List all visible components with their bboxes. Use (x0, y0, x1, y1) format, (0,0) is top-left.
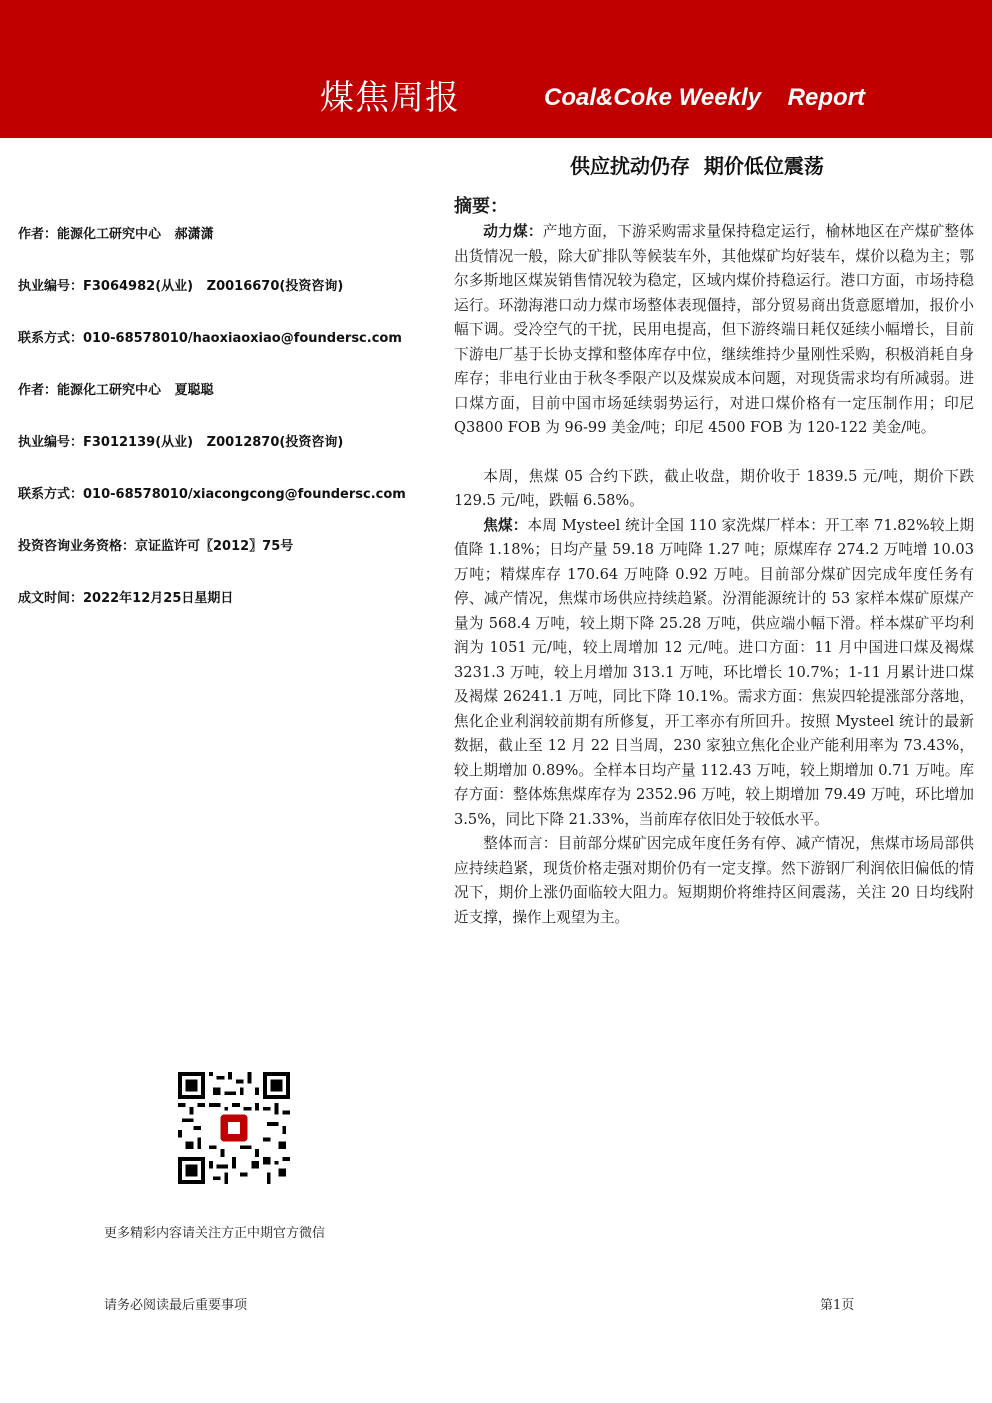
contact-1[interactable]: 联系方式：010-68578010/haoxiaoxiao@foundersc.com (18, 331, 402, 346)
qualification: 投资咨询业务资格：京证监许可〖2012〗75号 (18, 539, 294, 554)
report-date: 成文时间：2022年12月25日星期日 (18, 591, 234, 606)
coking-coal-paragraph (454, 514, 974, 833)
page-number: 第1页 (820, 1298, 855, 1313)
futures-summary-paragraph: 本周，焦煤 05 合约下跌，截止收盘，期价收于 1839.5 元/吨，期价下跌 129.5 元/吨，跌幅 6.58%。 (454, 467, 974, 509)
qr-caption: 更多精彩内容请关注方正中期官方微信 (104, 1226, 326, 1241)
thermal-coal-text: 产地方面，下游采购需求量保持稳定运行，榆林地区在产煤矿整体出货情况一般，除大矿排队等候装车外，其他煤矿均好装车，煤价以稳为主；鄂尔多斯地区煤炭销售情况较为稳定，区域内煤价持稳运行。港口方面，市场持稳运行。环渤海港口动力煤市场整体表现僵持，部分贸易商出货意愿增加，报价小幅下调。受冷空气的干扰，民用电提高，但下游终端日耗仅延续小幅增长，目前下游电厂基于长协支撑和整体库存中位，继续维持少量刚性采购，积极消耗自身库存；非电行业由于秋冬季限产以及煤炭成本问题，对现货需求均有所减弱。进口煤方面，目前中国市场延续弱势运行，对进口煤价格有一定压制作用；印尼 Q3800 FOB 为 96-99 美金/吨；印尼 4500 FOB 为 120-122 美金/吨。 (454, 223, 974, 436)
report-title-cn: 煤焦周报 (320, 78, 460, 118)
report-title-en: Coal&Coke Weekly Report (544, 84, 865, 111)
headline: 供应扰动仍存 期价低位震荡 (570, 154, 824, 178)
license-2: 执业编号：F3012139(从业) Z0012870(投资咨询) (18, 435, 344, 450)
author-info (18, 226, 438, 642)
abstract-section (454, 192, 974, 930)
contact-2[interactable]: 联系方式：010-68578010/xiacongcong@foundersc.com (18, 487, 406, 502)
conclusion-paragraph: 整体而言：目前部分煤矿因完成年度任务有停、减产情况，焦煤市场局部供应持续趋紧，现货价格走强对期价仍有一定支撑。然下游钢厂利润依旧偏低的情况下，期价上涨仍面临较大阻力。短期期价将维持区间震荡，关注 20 日均线附近支撑，操作上观望为主。 (454, 835, 974, 926)
paragraph-gap (454, 441, 974, 465)
thermal-coal-paragraph (454, 220, 974, 441)
thermal-coal-lead: 动力煤： (483, 223, 543, 240)
header-banner (0, 0, 992, 138)
license-1: 执业编号：F3064982(从业) Z0016670(投资咨询) (18, 279, 344, 294)
footer-notice: 请务必阅读最后重要事项 (104, 1298, 248, 1313)
qr-code-image[interactable] (178, 1072, 290, 1184)
coking-coal-text: 本周 Mysteel 统计全国 110 家洗煤厂样本：开工率 71.82%较上期值降 1.18%；日均产量 59.18 万吨降 1.27 吨；原煤库存 274.2 万吨增 10.03 万吨；精煤库存 170.64 万吨降 0.92 万吨。目前部分煤矿因完成年度任务有停、减产情况，焦煤市场供应持续趋紧。汾渭能源统计的 53 家样本煤矿原煤产量为 568.4 万吨，较上期下降 25.28 万吨，供应端小幅下滑。样本煤矿平均利润为 1051 元/吨，较上周增加 12 元/吨。进口方面：11 月中国进口煤及褐煤 3231.3 万吨，较上月增加 313.1 万吨，环比增长 10.7%；1-11 月累计进口煤及褐煤 26241.1 万吨，同比下降 10.1%。需求方面：焦炭四轮提涨部分落地，焦化企业利润较前期有所修复，开工率亦有所回升。按照 Mysteel 统计的最新数据，截止至 12 月 22 日当周，230 家独立焦化企业产能利用率为 73.43%，较上期增加 0.89%。全样本日均产量 112.43 万吨，较上期增加 0.71 万吨。库存方面：整体炼焦煤库存为 2352.96 万吨，较上期增加 79.49 万吨，环比增加 3.5%，同比下降 21.33%，当前库存依旧处于较低水平。 (454, 516, 974, 828)
coking-coal-lead: 焦煤： (483, 516, 528, 534)
author-2: 作者：能源化工研究中心 夏聪聪 (18, 383, 214, 398)
author-1: 作者：能源化工研究中心 郝潇潇 (18, 227, 214, 242)
abstract-label: 摘要： (454, 196, 508, 217)
